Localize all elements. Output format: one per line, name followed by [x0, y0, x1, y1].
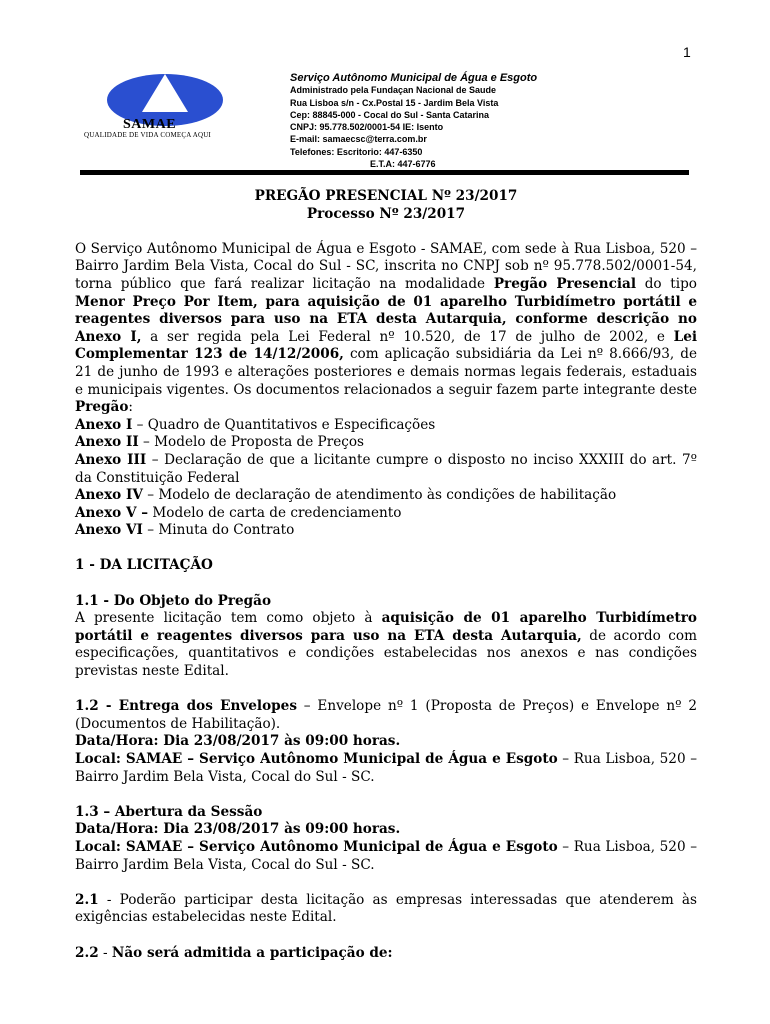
org-line: Administrado pela Fundaçan Nacional de Saude [290, 85, 497, 96]
org-eta-phone: E.T.A: 447-6776 [370, 159, 436, 170]
section-1-3-heading: 1.3 – Abertura da Sessão [75, 803, 263, 820]
annex-item: Anexo V – Modelo de carta de credenciamento [75, 504, 402, 521]
annex-item: Anexo I – Quadro de Quantitativos e Especificações [75, 416, 436, 433]
section-2-1-text: 2.1 - Poderão participar desta licitação as empresas interessadas que atenderem às exigências estabelecidas neste Edital. [75, 891, 697, 926]
section-1-1-heading: 1.1 - Do Objeto do Pregão [75, 592, 272, 609]
intro-paragraph: O Serviço Autônomo Municipal de Água e Esgoto - SAMAE, com sede à Rua Lisboa, 520 – Bairro Jardim Bela Vista, Cocal do Sul - SC, inscrita no CNPJ sob nº 95.778.502/0001-54, torna público que fará realizar licitação na modalidade Pregão Presencial do tipo Menor Preço Por Item, para aquisição de 01 aparelho Turbidímetro portátil e reagentes diversos para uso na ETA desta Autarquia, conforme descrição no Anexo I, a ser regida pela Lei Federal nº 10.520, de 17 de julho de 2002, e Lei Complementar 123 de 14/12/2006, com aplicação subsidiária da Lei nº 8.666/93, de 21 de junho de 1993 e alterações posteriores e demais normas legais federais, estaduais e municipais vigentes. Os documentos relacionados a seguir fazem parte integrante deste Pregão: [75, 240, 698, 416]
org-name: Serviço Autônomo Municipal de Água e Esgoto [290, 72, 538, 84]
section-1-1-text: A presente licitação tem como objeto à aquisição de 01 aparelho Turbidímetro portátil e reagentes diversos para uso na ETA desta Autarquia, de acordo com especificações, quantitativos e condições estabelecidas nos anexos e nas condições previstas neste Edital. [75, 610, 697, 680]
annex-item: Anexo II – Modelo de Proposta de Preços [75, 434, 365, 451]
org-line: CNPJ: 95.778.502/0001-54 IE: Isento [290, 122, 444, 133]
section-1-2-text: 1.2 - Entrega dos Envelopes – Envelope nº 1 (Proposta de Preços) e Envelope nº 2 (Documentos de Habilitação). [75, 698, 697, 732]
section-heading: 1 - DA LICITAÇÃO [75, 557, 213, 574]
logo-slogan: QUALIDADE DE VIDA COMEÇA AQUI [84, 131, 212, 139]
section-1-3-location: Local: SAMAE – Serviço Autônomo Municipal de Água e Esgoto – Rua Lisboa, 520 – Bairro Jardim Bela Vista, Cocal do Sul - SC. [75, 838, 697, 873]
document-title: PREGÃO PRESENCIAL Nº 23/2017 [254, 188, 518, 204]
org-line: Cep: 88845-000 - Cocal do Sul - Santa Catarina [290, 109, 490, 120]
document-subtitle: Processo Nº 23/2017 [306, 205, 466, 222]
org-line: E-mail: samaecsc@terra.com.br [290, 134, 427, 145]
section-1-2-datetime: Data/Hora: Dia 23/08/2017 às 09:00 horas. [75, 733, 401, 750]
section-1-3-datetime: Data/Hora: Dia 23/08/2017 às 09:00 horas. [75, 821, 401, 838]
document-body [75, 188, 697, 962]
section-2-2-heading: 2.2 - Não será admitida a participação de: [75, 944, 393, 961]
annex-item: Anexo IV – Modelo de declaração de atendimento às condições de habilitação [75, 487, 617, 504]
logo-text: SAMAE [123, 117, 177, 132]
org-line: Rua Lisboa s/n - Cx.Postal 15 - Jardim Bela Vista [290, 97, 499, 108]
organization-header [290, 72, 537, 170]
section-1-2-location: Local: SAMAE – Serviço Autônomo Municipal de Água e Esgoto – Rua Lisboa, 520 – Bairro Jardim Bela Vista, Cocal do Sul - SC. [75, 751, 697, 785]
annex-item: Anexo VI – Minuta do Contrato [75, 522, 295, 539]
page-number: 1 [683, 44, 691, 60]
header-divider [80, 170, 689, 175]
annex-item: Anexo III – Declaração de que a licitante cumpre o disposto no inciso XXXIII do art. 7º da Constituição Federal [75, 451, 697, 486]
org-line: Telefones: Escritorio: 447-6350 [290, 146, 423, 157]
